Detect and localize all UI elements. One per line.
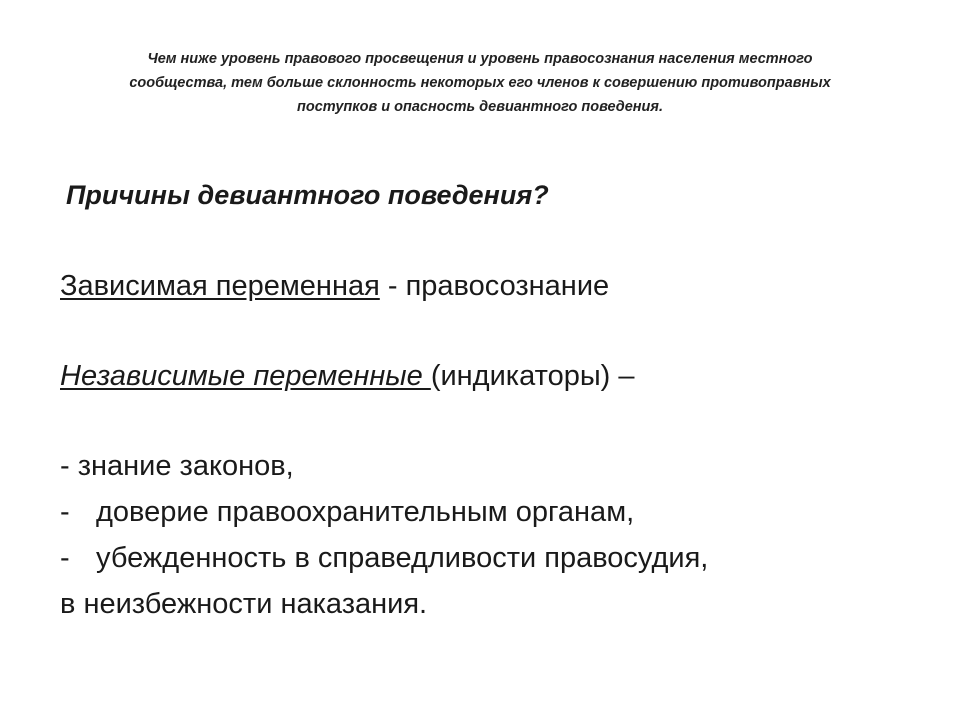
indicator-text-4: в неизбежности наказания. bbox=[60, 588, 428, 620]
header-line-3: поступков и опасность девиантного поведения. bbox=[297, 99, 663, 115]
header-line-2: сообщества, тем больше склонность некоторых его членов к совершению противоправных bbox=[129, 75, 831, 91]
indicator-item-1 bbox=[60, 450, 294, 483]
dependent-variable-line bbox=[60, 270, 609, 303]
bullet-dash-2: - bbox=[60, 542, 70, 574]
indicator-item-2 bbox=[60, 496, 634, 529]
independent-variables-line bbox=[60, 360, 635, 393]
independent-variables-label: Независимые переменные bbox=[60, 360, 431, 392]
bullet-dash-1: - bbox=[60, 496, 70, 528]
indicator-item-4 bbox=[60, 588, 427, 621]
header-line-1: Чем ниже уровень правового просвещения и уровень правосознания населения местного bbox=[147, 51, 813, 67]
indicator-text-3: убежденность в справедливости правосудия, bbox=[96, 542, 709, 574]
indicator-text-2: доверие правоохранительным органам, bbox=[96, 496, 635, 528]
header-text bbox=[80, 47, 880, 119]
indicator-text-1: - знание законов, bbox=[60, 450, 294, 482]
dependent-variable-value: - правосознание bbox=[379, 270, 610, 302]
independent-variables-note: (индикаторы) – bbox=[430, 360, 635, 392]
question-text: Причины девиантного поведения? bbox=[66, 180, 549, 210]
question-title bbox=[66, 180, 549, 211]
indicator-item-3 bbox=[60, 542, 708, 575]
dependent-variable-label: Зависимая переменная bbox=[60, 270, 380, 302]
